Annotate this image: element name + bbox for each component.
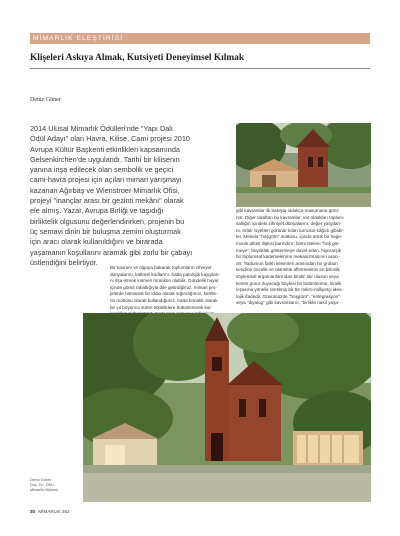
lead-paragraph bbox=[30, 124, 230, 268]
body-line: içinde gönül rahatlığıyla dile getirdiğimiz, mimari pro- bbox=[110, 284, 217, 290]
lead-line: 2014 Ulusal Mimarlık Ödülleri'nde "Yapı Dalı bbox=[30, 124, 173, 133]
lead-line: birliktelik olgusunu değerlendirirken, projenin bu bbox=[30, 216, 185, 226]
lead-line: üstlendiğini belirtiyor. bbox=[30, 257, 98, 267]
body-line: veya "diyalog" gibi kavramların, "birlikte nasıl yaşa- bbox=[236, 300, 340, 306]
lead-line: Ödül Adayı" olan Havra, Kilise, Cami projesi 2010 bbox=[30, 134, 190, 144]
page-footer bbox=[30, 509, 70, 514]
author-caption bbox=[30, 478, 58, 493]
magazine-name: MİMARLIK 362 bbox=[38, 509, 70, 514]
lead-line: kazanan Ağırbaş ve Wienstroer Mimarlık Ofisi, bbox=[30, 185, 180, 195]
photo-church-main bbox=[83, 313, 371, 502]
lead-line: yanına inşa edilecek olan sembolik ve geçici bbox=[30, 165, 174, 175]
body-column-left bbox=[110, 265, 230, 318]
lead-line: projeyi "inançlar arası bir gezinti mekânı" olarak bbox=[30, 196, 184, 206]
body-line: lojik ifadedir. Günümüzde "hoşgörü", "entegrasyon" bbox=[236, 293, 340, 299]
lead-line: yaşamanın koşullarını aramak gibi zorlu bir çabayı bbox=[30, 247, 193, 257]
body-line: rin mottosu olarak kullandığımız, hatta tematik olarak bbox=[110, 297, 218, 303]
body-line: nı ifşa etmek kısmen mümkün olabilir. Gündelik hayat bbox=[110, 278, 219, 284]
body-line: meye", büyüklük göstermeye davet eden, hiyerarşik bbox=[236, 247, 342, 253]
title-divider bbox=[30, 68, 370, 69]
body-line: jelerde hümanist bir iddia olarak sığındığımız, kentle- bbox=[110, 291, 218, 297]
body-column-right bbox=[236, 208, 371, 307]
body-line: gibi kavramlar ilk bakışta oldukça masumane görü- bbox=[236, 208, 340, 213]
section-bar bbox=[30, 33, 370, 44]
section-title: MİMARLIK ELEŞTİRİSİ bbox=[33, 35, 124, 42]
body-line: söylemsel argümanlarından biridir. Bir ulusun veya bbox=[236, 273, 339, 279]
lead-line: için aracı olarak kullanıldığını ve birarada bbox=[30, 237, 163, 247]
lead-line: cami-havra projesi için açılan mimari yarışmayı bbox=[30, 175, 182, 185]
body-line: bir yıl boyunca süren etkinliklere bütünlenerek kul- bbox=[110, 304, 212, 310]
lead-line: üç semavi dinin bir buluşma zemini oluşturmak bbox=[30, 226, 181, 236]
body-line: dır. Toplumun farklı kesimleri arasından bir grubun bbox=[236, 260, 338, 266]
body-line: nı, örtük niyetleri görünür kılan turnusol kâğıdı gibidir- bbox=[236, 227, 345, 233]
lead-line: Gelsenkirchen'de uygulandı. Tarihî bir kilisenin bbox=[30, 154, 180, 164]
lead-line: ele almış. Yazar, Avrupa Birliği ve taşıdığı bbox=[30, 206, 164, 216]
body-line: inşasına yönelik üretilmiş bir tür mikro-milliyetçi ideo- bbox=[236, 287, 343, 293]
body-line: bir toplumsal kademelenme mekanizmasının aracı- bbox=[236, 254, 340, 260]
article-title: Klişeleri Askıya Almak, Kutsiyeti Deneyimsel Kılmak bbox=[30, 53, 245, 63]
body-line: ler. Mesela "hoşgörü" mottosu, içinde örtük bir hege- bbox=[236, 234, 343, 240]
caption-line: Mimarlık Bölümü bbox=[30, 488, 59, 492]
caption-line: Deniz Güner bbox=[30, 478, 52, 482]
page-number: 30 bbox=[30, 509, 36, 514]
body-line: nür. Diğer taraftan bu kavramlar, var oldukları toplum- bbox=[236, 214, 345, 220]
body-line: dünyalarını, kültürel kodlarını, hatta patolojik kaygıları- bbox=[110, 271, 221, 277]
body-line: sallığın içindeki zihniyet dünyalarını, değer yargıları- bbox=[236, 221, 342, 227]
caption-line: Doç. Dr., DEÜ bbox=[30, 483, 54, 487]
author-name: Deniz Güner bbox=[30, 97, 61, 103]
body-line: Bir kavram ve olguya bakarak toplumların zihniyet bbox=[110, 265, 212, 270]
lead-line: Avrupa Kültür Başkenti etkinlikleri kapsamında bbox=[30, 144, 180, 154]
body-line: kentin gurur duyacağı böylesi bir bütünlenme, kimlik bbox=[236, 280, 342, 286]
photo-church-pavilion bbox=[236, 123, 371, 207]
body-line: monik altüst ilişkisi barındırır, birini öteleni "hoş gör- bbox=[236, 240, 341, 246]
body-line: kendine öncelik ve üstünlük affetmesinin en bilindik bbox=[236, 267, 340, 273]
